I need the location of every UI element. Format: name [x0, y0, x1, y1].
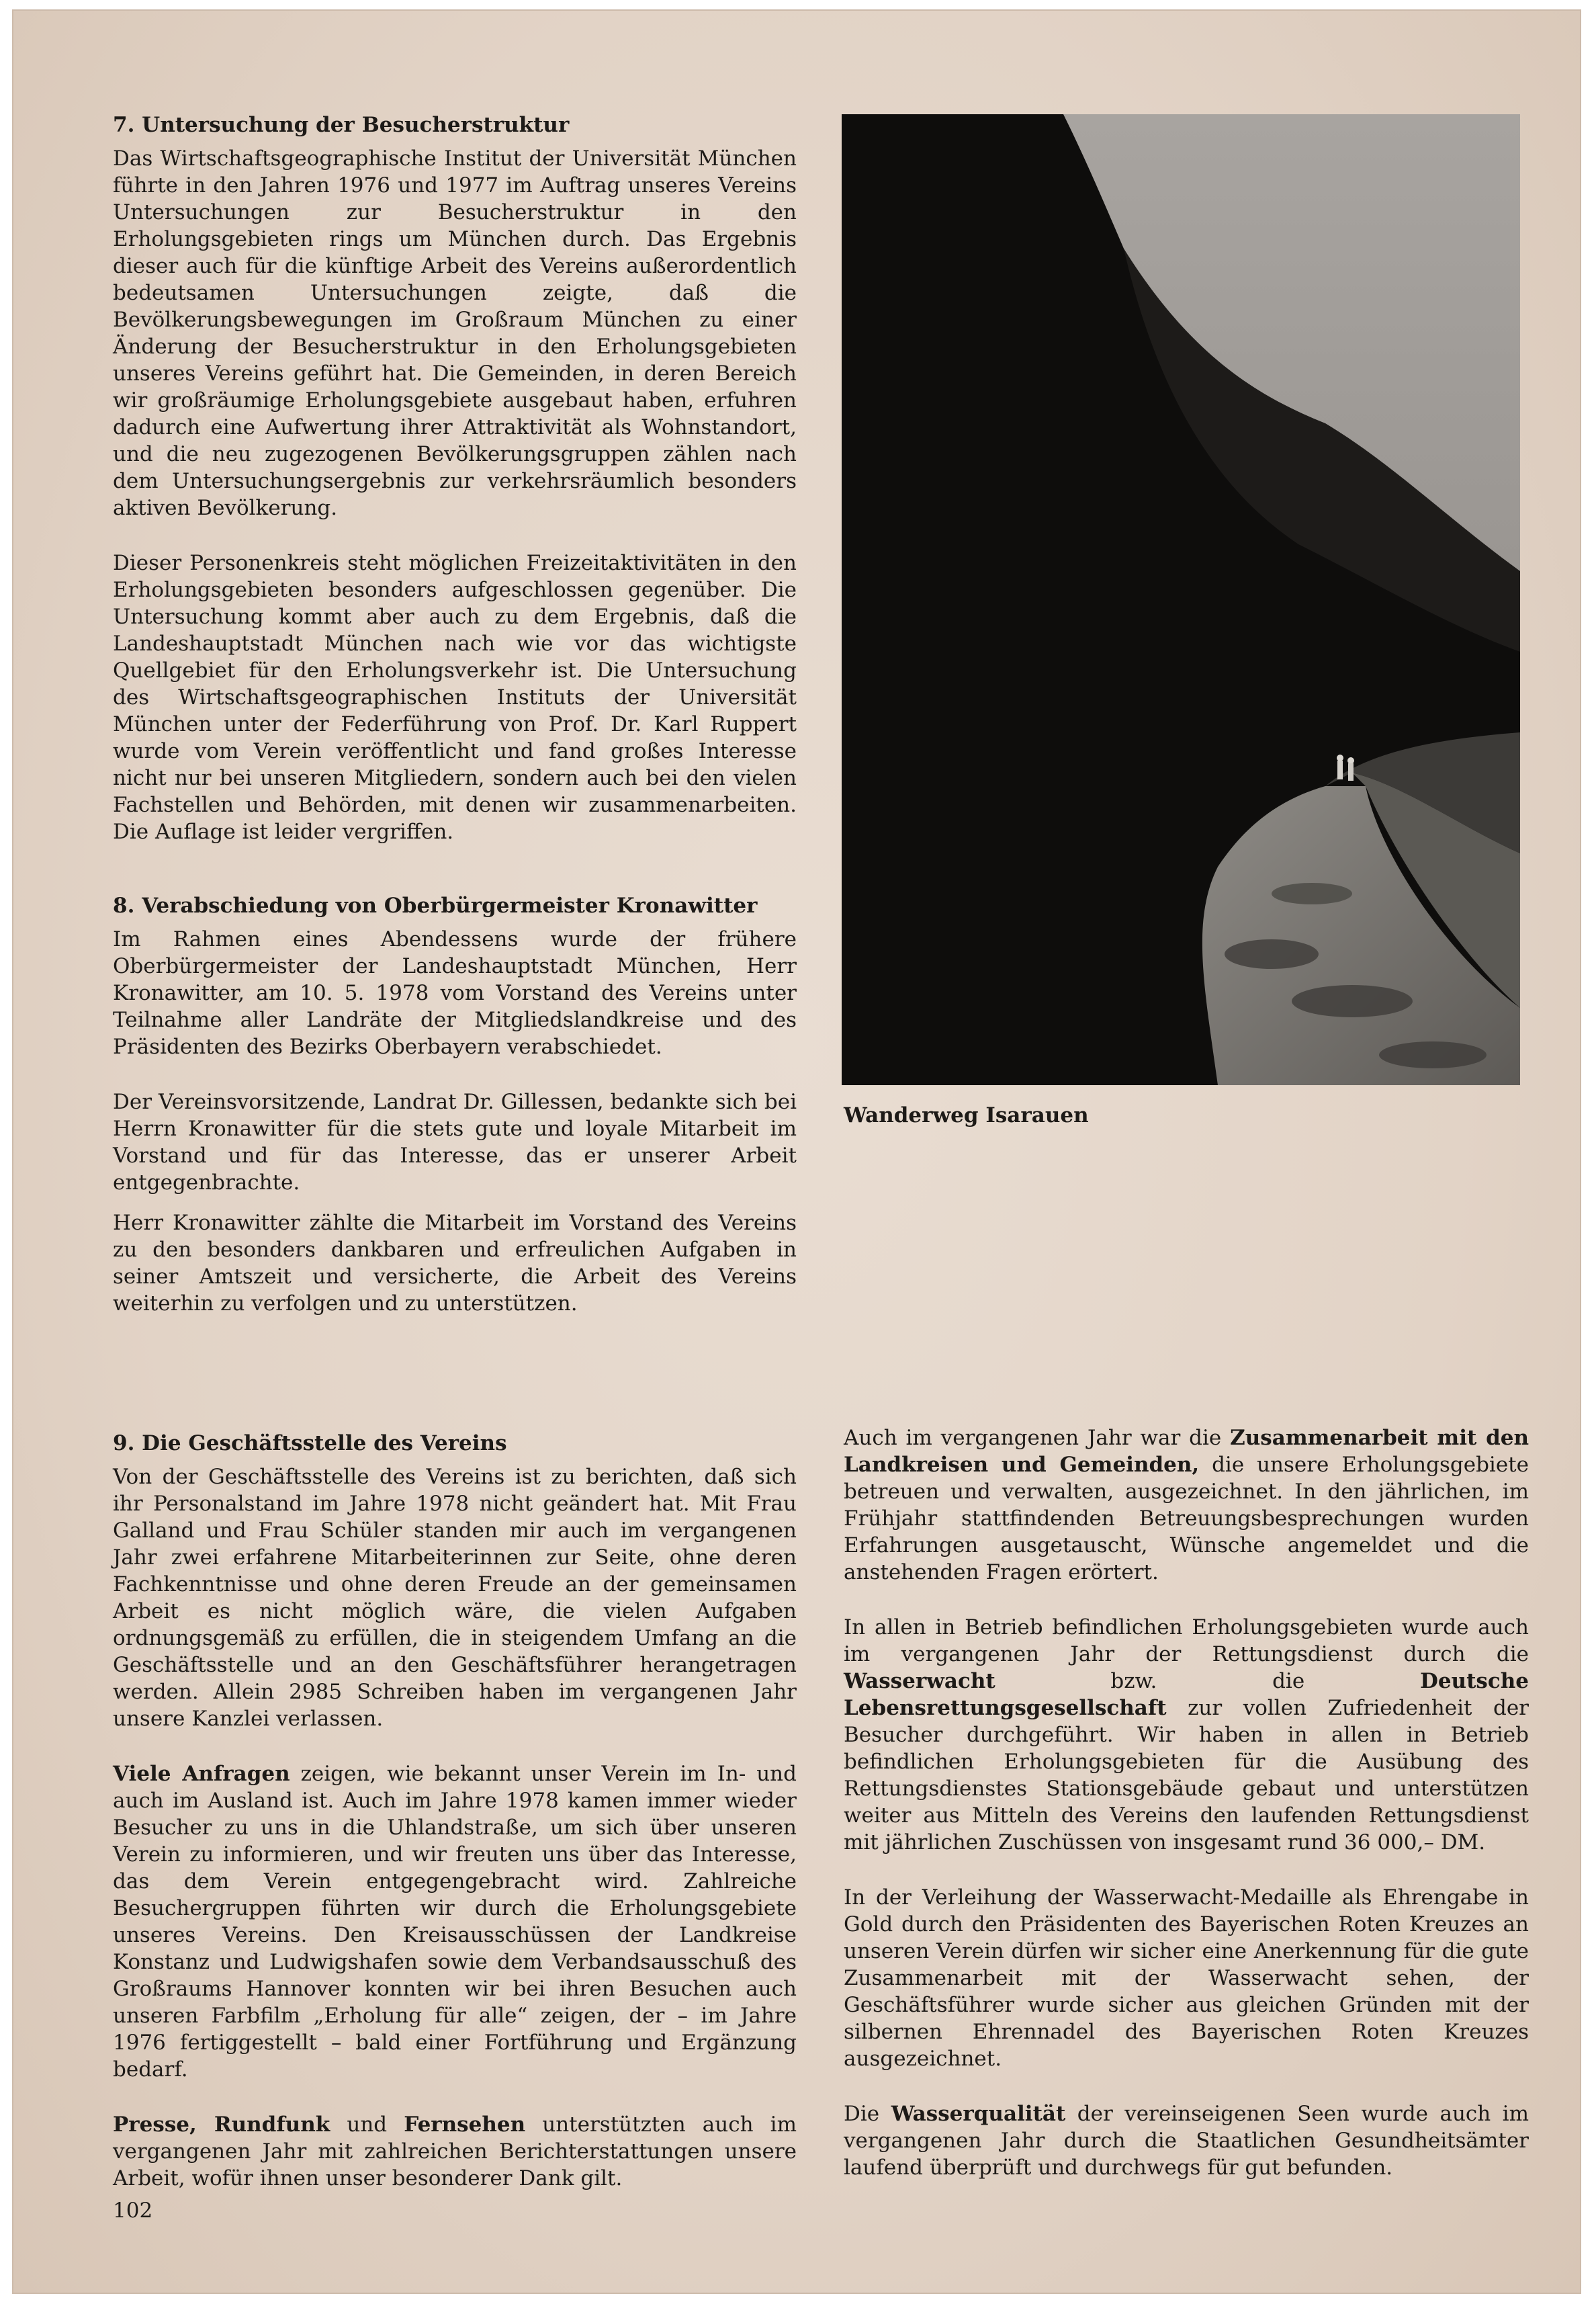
- section-8-paragraph-3: Herr Kronawitter zählte die Mitarbeit im Vorstand des Vereins zu den besonders dankbaren und erfreulichen Aufgaben in seiner Amtszeit und versicherte, die Arbeit des Vereins weiterhin zu verfolgen und zu unterstützen.: [113, 1211, 797, 1316]
- right-paragraph-2: [844, 1614, 1529, 1856]
- right-paragraph-4-text-a: Die: [844, 2102, 891, 2126]
- section-7-heading: 7. Untersuchung der Besucherstruktur: [113, 113, 570, 137]
- section-9: [113, 1430, 797, 2192]
- section-9-paragraph-3-connector: und: [330, 2113, 404, 2137]
- right-paragraph-3: In der Verleihung der Wasserwacht-Medaille als Ehrengabe in Gold durch den Präsidenten des Bayerischen Roten Kreuzes an unseren Verein dürfen wir sicher eine Anerkennung für die gute Zusammenarbeit mit der Wasserwacht sehen, der Geschäftsführer wurde sicher aus gleichen Gründen mit der silbernen Ehrennadel des Bayerischen Roten Kreuzes ausgezeichnet.: [844, 1885, 1529, 2071]
- presse-rundfunk-bold: Presse, Rundfunk: [113, 2113, 330, 2137]
- section-9-heading: 9. Die Geschäftsstelle des Vereins: [113, 1431, 507, 1455]
- right-paragraph-4: [844, 2100, 1529, 2181]
- section-9-paragraph-3: [113, 2111, 797, 2192]
- section-7: [113, 112, 797, 845]
- photo-forest-path: [842, 114, 1520, 1085]
- photo-caption: Wanderweg Isarauen: [844, 1103, 1089, 1127]
- section-7-paragraph-2: Dieser Personenkreis steht möglichen Freizeitaktivitäten in den Erholungsgebieten besonders aufgeschlossen gegenüber. Die Untersuchung kommt aber auch zu dem Ergebnis, daß die Landeshauptstadt München nach wie vor das wichtigste Quellgebiet für den Erholungsverkehr ist. Die Untersuchung des Wirtschaftsgeographischen Instituts der Universität München unter der Federführung von Prof. Dr. Karl Ruppert wurde vom Verein veröffentlicht und fand großes Interesse nicht nur bei unseren Mitgliedern, sondern auch bei den vielen Fachstellen und Behörden, mit denen wir zusammenarbeiten. Die Auflage ist leider vergriffen.: [113, 551, 797, 844]
- section-9-paragraph-1: Von der Geschäftsstelle des Vereins ist zu berichten, daß sich ihr Personalstand im Jahre 1978 nicht geändert hat. Mit Frau Galland und Frau Schüler standen mir auch im vergangenen Jahr zwei erfahrene Mitarbeiterinnen zur Seite, ohne deren Fachkenntnisse und ohne deren Freude an der gemeinsamen Arbeit es nicht möglich wäre, die vielen Aufgaben ordnungsgemäß zu erfüllen, die in steigendem Umfang an die Geschäftsstelle und an den Geschäftsführer herangetragen werden. Allein 2985 Schreiben haben im vergangenen Jahr unsere Kanzlei verlassen.: [113, 1465, 797, 1731]
- viele-anfragen-bold: Viele Anfragen: [113, 1762, 290, 1786]
- section-8-paragraph-1: Im Rahmen eines Abendessens wurde der frühere Oberbürgermeister der Landeshauptstadt München, Herr Kronawitter, am 10. 5. 1978 vom Vorstand des Vereins unter Teilnahme aller Landräte der Mitgliedslandkreise und des Präsidenten des Bezirks Oberbayern verabschiedet.: [113, 927, 797, 1059]
- right-paragraph-2-text-a: In allen in Betrieb befindlichen Erholungsgebieten wurde auch im vergangenen Jahr der Rettungsdienst durch die: [844, 1615, 1529, 1666]
- section-8-paragraph-2: Der Vereinsvorsitzende, Landrat Dr. Gillessen, bedankte sich bei Herrn Kronawitter für die stets gute und loyale Mitarbeit im Vorstand und für das Interesse, das er unserer Arbeit entgegenbrachte.: [113, 1090, 797, 1195]
- right-column-text: [844, 1424, 1529, 2181]
- section-7-paragraph-1: Das Wirtschaftsgeographische Institut der Universität München führte in den Jahren 1976 und 1977 im Auftrag unseres Vereins Untersuchungen zur Besucherstruktur in den Erholungsgebieten rings um München durch. Das Ergebnis dieser auch für die künftige Arbeit des Vereins außerordentlich bedeutsamen Untersuchungen zeigte, daß die Bevölkerungsbewegungen im Großraum München zu einer Änderung der Besucherstruktur in den Erholungsgebieten unseres Vereins geführt hat. Die Gemeinden, in deren Bereich wir großräumige Erholungsgebiete ausgebaut haben, erfuhren dadurch eine Aufwertung ihrer Attraktivität als Wohnstandort, und die neu zugezogenen Bevölkerungsgruppen zählen nach dem Untersuchungsergebnis zur verkehrsräumlich besonders aktiven Bevölkerung.: [113, 146, 797, 520]
- right-paragraph-4-text-b: der vereinseigenen Seen wurde auch im vergangenen Jahr durch die Staatlichen Gesundheitsämter laufend überprüft und durchwegs für gut befunden.: [844, 2102, 1529, 2180]
- right-paragraph-1: [844, 1424, 1529, 1586]
- right-paragraph-2-text-c: zur vollen Zufriedenheit der Besucher durchgeführt. Wir haben in allen in Betrieb befindlichen Erholungsgebieten für die Ausübung des Rettungsdienstes Stationsgebäude gebaut und unterstützen weiter aus Mitteln des Vereins den laufenden Rettungsdienst mit jährlichen Zuschüssen von insgesamt rund 36 000,– DM.: [844, 1696, 1529, 1854]
- photo-image: [842, 114, 1520, 1085]
- page-number: 102: [113, 2199, 153, 2223]
- section-8-heading: 8. Verabschiedung von Oberbürgermeister Kronawitter: [113, 894, 758, 918]
- right-paragraph-1-text-b: die unsere Erholungsgebiete betreuen und verwalten, ausgezeichnet. In den jährlichen, im Frühjahr stattfindenden Betreuungsbesprechungen wurden Erfahrungen ausgetauscht, Wünsche angemeldet und die anstehenden Fragen erörtert.: [844, 1453, 1529, 1584]
- section-9-paragraph-2: [113, 1760, 797, 2083]
- dlrg-bold: Deutsche Lebensrettungsgesellschaft: [844, 1669, 1529, 1720]
- section-8: [113, 892, 797, 1317]
- page-sheet: [12, 9, 1581, 2294]
- wasserqualitaet-bold: Wasserqualität: [891, 2102, 1066, 2126]
- section-9-paragraph-3-text: unterstützten auch im vergangenen Jahr mit zahlreichen Berichterstattungen unsere Arbeit, wofür ihnen unser besonderer Dank gilt.: [113, 2113, 797, 2190]
- zusammenarbeit-bold: Zusammenarbeit mit den Landkreisen und Gemeinden,: [844, 1426, 1530, 1477]
- right-paragraph-1-text-a: Auch im vergangenen Jahr war die: [844, 1426, 1231, 1450]
- section-9-paragraph-2-text: zeigen, wie bekannt unser Verein im In- und auch im Ausland ist. Auch im Jahre 1978 kamen immer wieder Besucher zu uns in die Uhlandstraße, um sich über unseren Verein zu informieren, und wir freuten uns über das Interesse, das dem Verein entgegengebracht wird. Zahlreiche Besuchergruppen führten wir durch die Erholungsgebiete unseres Vereins. Den Kreisausschüssen der Landkreise Konstanz und Ludwigshafen sowie dem Verbandsausschuß des Großraums Hannover konnten wir bei ihren Besuchen auch unseren Farbfilm „Erholung für alle“ zeigen, der – im Jahre 1976 fertiggestellt – bald einer Fortführung und Ergänzung bedarf.: [113, 1762, 797, 2082]
- wasserwacht-bold: Wasserwacht: [844, 1669, 995, 1693]
- fernsehen-bold: Fernsehen: [404, 2113, 526, 2137]
- right-paragraph-2-text-b: bzw. die: [995, 1669, 1420, 1693]
